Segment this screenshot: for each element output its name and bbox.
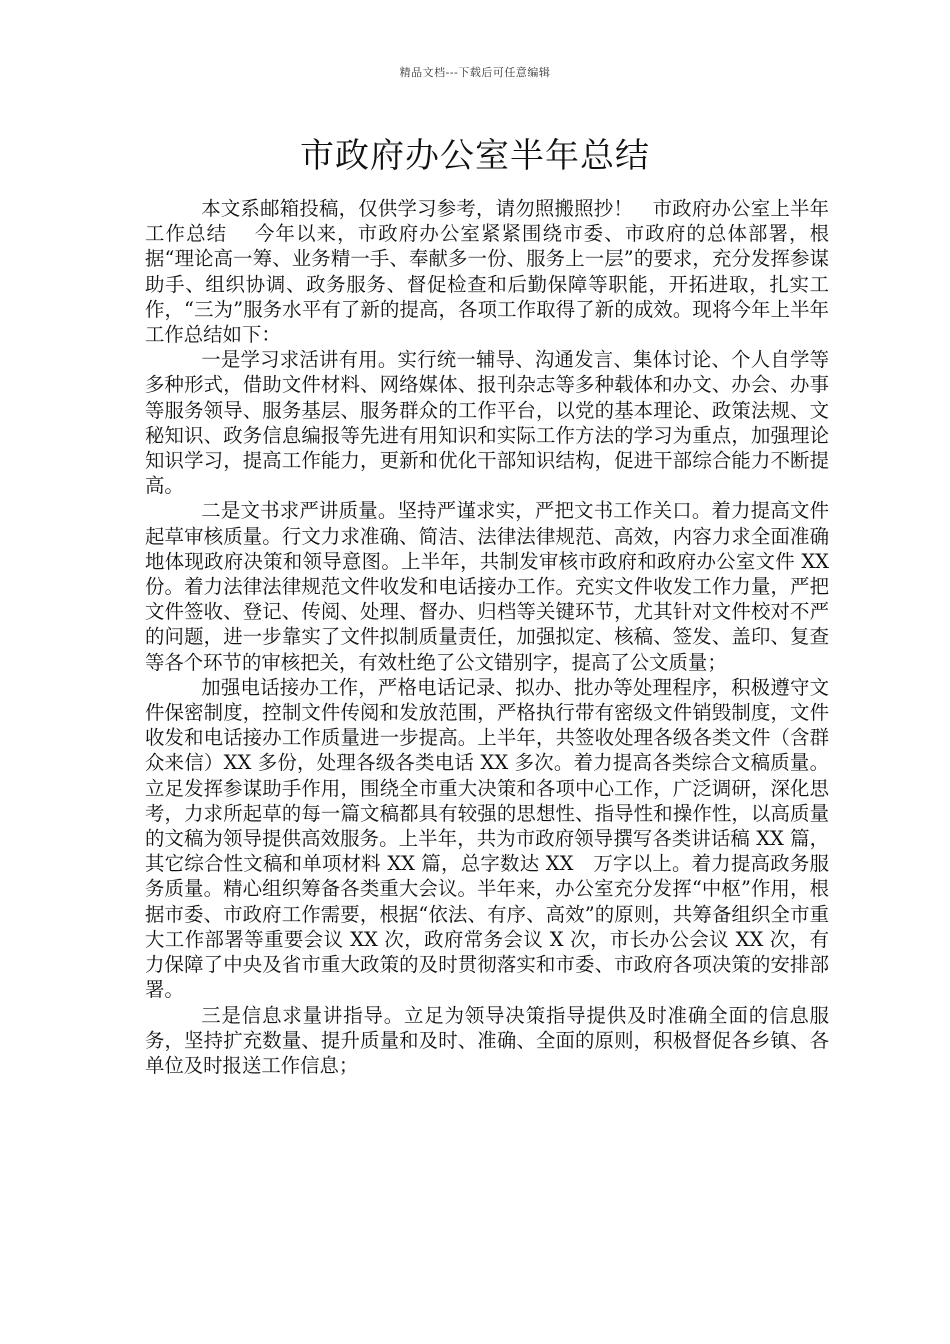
paragraph-intro: 本文系邮箱投稿，仅供学习参考，请勿照搬照抄！ 市政府办公室上半年工作总结 今年以来，市政府办公室紧紧围绕市委、市政府的总体部署，根据“理论高一筹、业务精一手、奉献多一份、服务上一层”的要求，充分发挥参谋助手、组织协调、政务服务、督促检查和后勤保障等职能，开拓进取，扎实工作，“三为”服务水平有了新的提高，各项工作取得了新的成效。现将今年上半年工作总结如下： bbox=[145, 197, 829, 347]
header-note: 精品文档---下载后可任意编辑 bbox=[399, 66, 551, 79]
document-body bbox=[145, 196, 829, 1078]
paragraph-information: 三是信息求量讲指导。立足为领导决策指导提供及时准确全面的信息服务，坚持扩充数量、提升质量和及时、准确、全面的原则，积极督促各乡镇、各单位及时报送工作信息； bbox=[145, 1003, 829, 1077]
document-title: 市政府办公室半年总结 bbox=[300, 136, 650, 176]
paragraph-study: 一是学习求活讲有用。实行统一辅导、沟通发言、集体讨论、个人自学等多种形式，借助文件材料、网络媒体、报刊杂志等多种载体和办文、办会、办事等服务领导、服务基层、服务群众的工作平台，以党的基本理论、政策法规、文秘知识、政务信息编报等先进有用知识和实际工作方法的学习为重点，加强理论知识学习，提高工作能力，更新和优化干部知识结构，促进干部综合能力不断提高。 bbox=[145, 348, 829, 498]
paragraph-documents: 二是文书求严讲质量。坚持严谨求实，严把文书工作关口。着力提高文件起草审核质量。行文力求准确、简洁、法律法律规范、高效，内容力求全面准确地体现政府决策和领导意图。上半年，共制发审核市政府和政府办公室文件 XX 份。着力法律法律规范文件收发和电话接办工作。充实文件收发工作力量，严把文件签收、登记、传阅、处理、督办、归档等关键环节，尤其针对文件校对不严的问题，进一步靠实了文件拟制质量责任，加强拟定、核稿、签发、盖印、复查等各个环节的审核把关，有效杜绝了公文错别字，提高了公文质量； bbox=[145, 499, 829, 674]
paragraph-phone-handling: 加强电话接办工作，严格电话记录、拟办、批办等处理程序，积极遵守文件保密制度，控制文件传阅和发放范围，严格执行带有密级文件销毁制度，文件收发和电话接办工作质量进一步提高。上半年，共签收处理各级各类文件（含群众来信）XX 多份，处理各级各类电话 XX 多次。着力提高各类综合文稿质量。立足发挥参谋助手作用，围绕全市重大决策和各项中心工作，广泛调研，深化思考，力求所起草的每一篇文稿都具有较强的思想性、指导性和操作性，以高质量的文稿为领导提供高效服务。上半年，共为市政府领导撰写各类讲话稿 XX 篇，其它综合性文稿和单项材料 XX 篇，总字数达 XX 万字以上。着力提高政务服务质量。精心组织筹备各类重大会议。半年来，办公室充分发挥“中枢”作用，根据市委、市政府工作需要，根据“依法、有序、高效”的原则，共筹备组织全市重大工作部署等重要会议 XX 次，政府常务会议 X 次，市长办公会议 XX 次，有力保障了中央及省市重大政策的及时贯彻落实和市委、市政府各项决策的安排部署。 bbox=[145, 675, 829, 1002]
